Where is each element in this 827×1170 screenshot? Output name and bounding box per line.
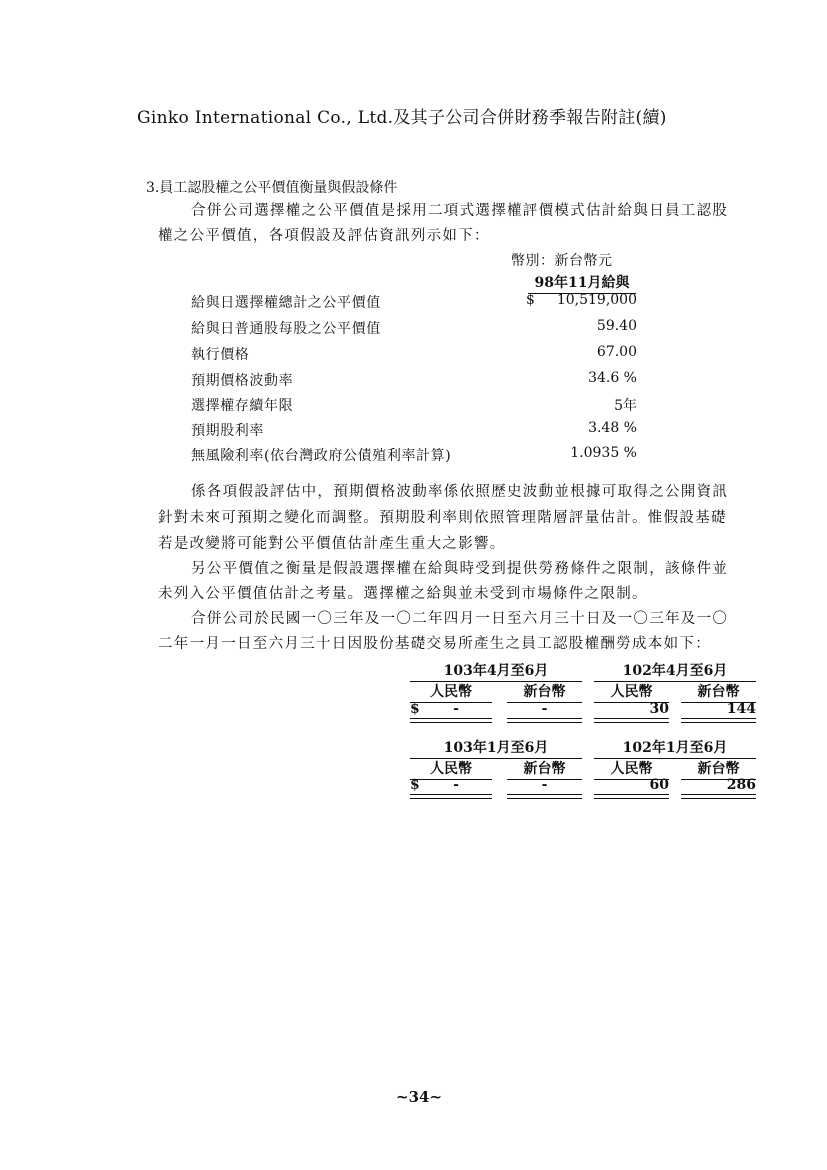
intro-line-2: 權之公平價值，各項假設及評估資訊列示如下： [158,228,490,244]
assumption-value-option-life: 5年 [614,398,637,414]
table2-double-rule [410,794,492,799]
note-p1-line-2: 針對未來可預期之變化而調整。預期股利率則依照管理階層評量估計。惟假設基礎 [158,510,727,526]
table1-subheader-twd-2013: 新台幣 [681,681,756,703]
table2-subheader-twd-2014: 新台幣 [507,758,582,780]
table1-subheader-rmb-2013: 人民幣 [594,681,669,703]
table2-subheader-twd-2013: 新台幣 [681,758,756,780]
currency-unit: 幣別：新台幣元 [511,253,613,269]
assumption-label-option-life: 選擇權存續年限 [191,398,294,414]
note-p3-line-1: 合併公司於民國一〇三年及一〇二年四月一日至六月三十日及一〇三年及一〇 [191,611,729,627]
intro-line-1: 合併公司選擇權之公平價值是採用二項式選擇權評價模式估計給與日員工認股 [191,203,729,219]
assumption-label-exercise-price: 執行價格 [191,347,250,363]
page-number: ~34~ [396,1088,443,1106]
note-p1-line-3: 若是改變將可能對公平價值估計產生重大之影響。 [158,536,506,552]
table1-double-rule [681,718,756,723]
table2-value-twd-2014: - [541,777,548,793]
assumption-label-volatility: 預期價格波動率 [191,373,294,389]
table2-double-rule [594,794,669,799]
table2-double-rule [681,794,756,799]
assumption-value-volatility: 34.6 % [588,370,637,386]
note-p3-line-2: 二年一月一日至六月三十日因股份基礎交易所產生之員工認股權酬勞成本如下： [158,636,711,652]
table2-group-header-2014h1: 103年1月至6月 [410,737,582,759]
currency-symbol: $ [526,292,535,308]
table1-double-rule [594,718,669,723]
assumption-label-dividend-yield: 預期股利率 [191,423,264,439]
table2-value-rmb-2014: - [453,777,459,793]
assumption-value-dividend-yield: 3.48 % [588,420,637,436]
table1-group-header-2014q2: 103年4月至6月 [410,660,582,682]
section-title: 3.員工認股權之公平價值衡量與假設條件 [146,180,398,196]
assumption-label-fair-value-total: 給與日選擇權總計之公平價值 [191,295,381,311]
assumption-label-risk-free-rate: 無風險利率(依台灣政府公債殖利率計算) [191,448,452,464]
table1-double-rule [507,718,582,723]
table1-value-rmb-2013: 30 [649,701,669,717]
table2-group-header-2013h1: 102年1月至6月 [594,737,756,759]
assumption-value-risk-free-rate: 1.0935 % [570,445,637,461]
table2-currency-symbol: $ [410,777,420,793]
table1-subheader-rmb-2014: 人民幣 [410,681,492,703]
note-p2-line-1: 另公平價值之衡量是假設選擇權在給與時受到提供勞務條件之限制，該條件並 [191,561,729,577]
table1-double-rule [410,718,492,723]
table2-double-rule [507,794,582,799]
note-p2-line-2: 未列入公平價值估計之考量。選擇權之給與並未受到市場條件之限制。 [158,586,648,602]
document-header: Ginko International Co., Ltd.及其子公司合併財務季報告附註(續) [137,108,667,128]
note-p1-line-1: 係各項假設評估中，預期價格波動率係依照歷史波動並根據可取得之公開資訊 [191,484,729,500]
table1-group-header-2013q2: 102年4月至6月 [594,660,756,682]
table2-subheader-rmb-2014: 人民幣 [410,758,492,780]
table1-currency-symbol: $ [410,701,420,717]
table1-value-twd-2014: - [541,701,548,717]
table1-subheader-twd-2014: 新台幣 [507,681,582,703]
table1-value-rmb-2014: - [453,701,459,717]
assumption-label-share-fair-value: 給與日普通股每股之公平價值 [191,321,381,337]
table2-value-twd-2013: 286 [726,777,756,793]
assumption-value-fair-value-total: 10,519,000 [556,292,637,308]
table2-value-rmb-2013: 60 [649,777,669,793]
table2-subheader-rmb-2013: 人民幣 [594,758,669,780]
table1-value-twd-2013: 144 [726,701,756,717]
assumption-value-exercise-price: 67.00 [596,344,637,360]
grant-date-column-header: 98年11月給與 [528,272,636,294]
assumption-value-share-fair-value: 59.40 [596,318,637,334]
